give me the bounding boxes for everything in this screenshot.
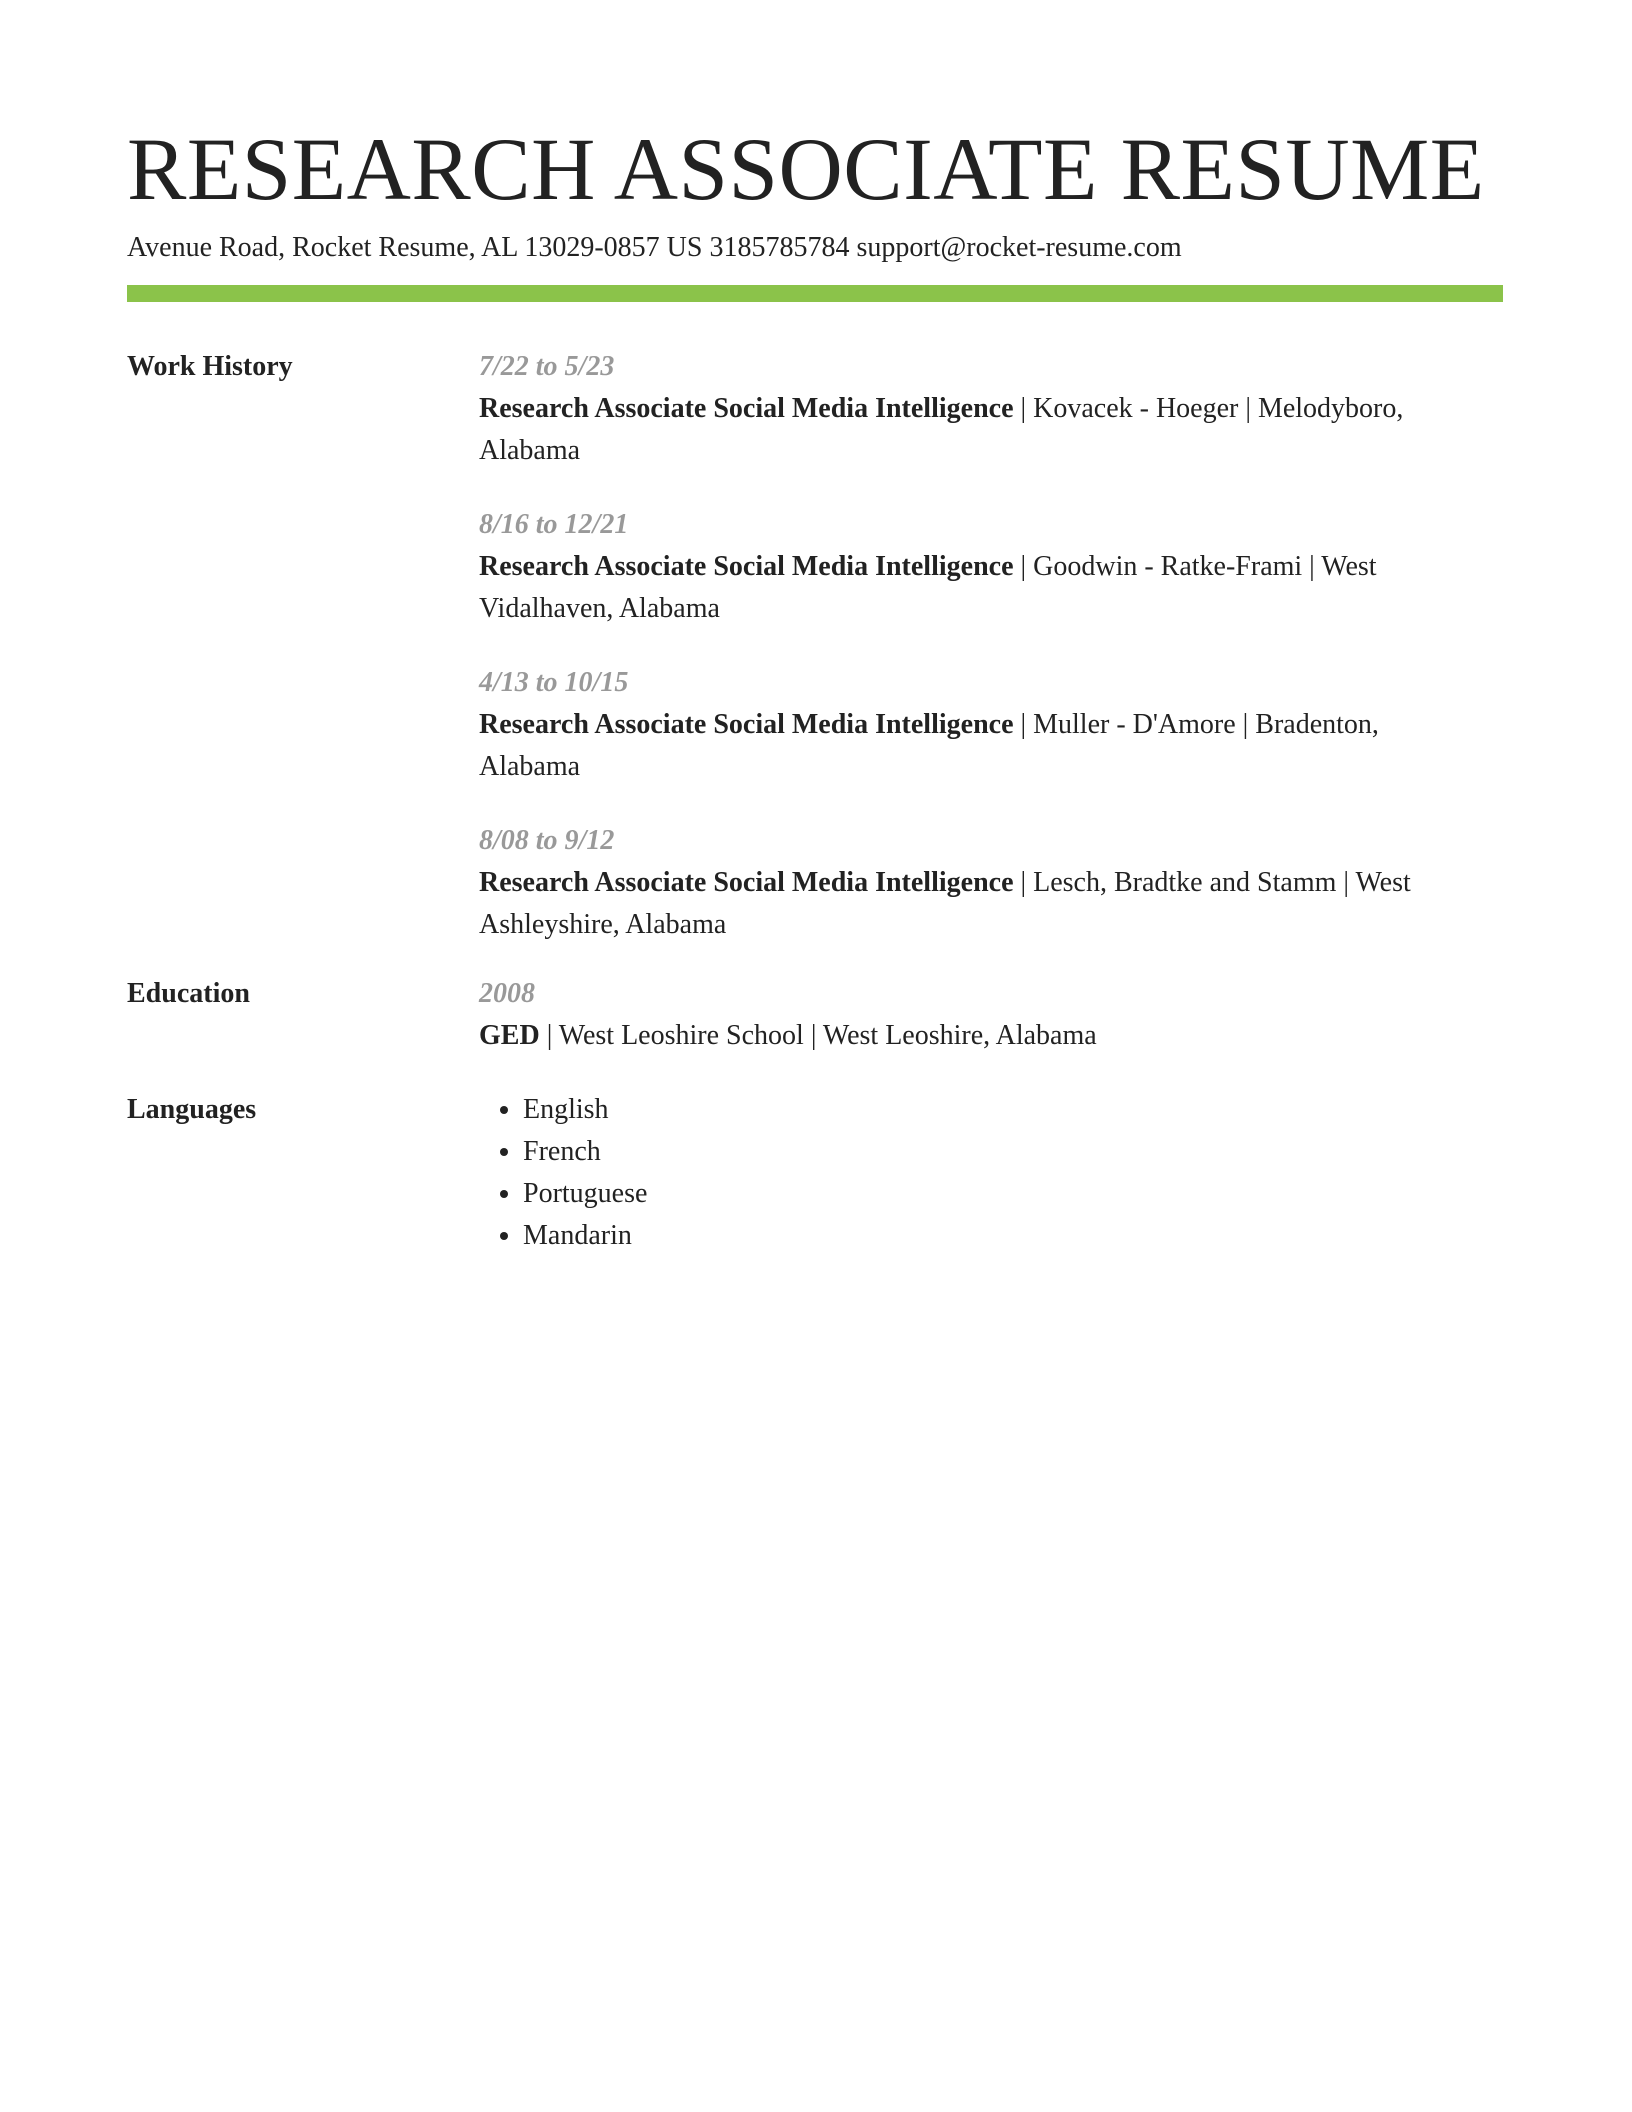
work-entry — [479, 504, 1479, 630]
work-entry-position: Research Associate Social Media Intelligence — [479, 709, 1014, 740]
education-entry-degree: GED — [479, 1020, 540, 1051]
contact-line: Avenue Road, Rocket Resume, AL 13029-0857 US 3185785784 support@rocket-resume.com — [127, 232, 1182, 263]
work-entry — [479, 346, 1479, 472]
resume-title: RESEARCH ASSOCIATE RESUME — [127, 121, 1485, 219]
education-entry-dates: 2008 — [479, 978, 535, 1009]
work-entry-details: | Lesch, Bradtke and Stamm | West Ashleyshire, Alabama — [479, 867, 1411, 940]
work-entry-details: | Muller - D'Amore | Bradenton, Alabama — [479, 709, 1379, 782]
work-entry-position: Research Associate Social Media Intelligence — [479, 551, 1014, 582]
work-entry-position: Research Associate Social Media Intelligence — [479, 867, 1014, 898]
work-entry-line — [479, 546, 1479, 630]
work-entry-line — [479, 862, 1479, 946]
work-entry — [479, 820, 1479, 946]
work-entry-dates: 8/16 to 12/21 — [479, 509, 629, 540]
language-item: • Portuguese — [523, 1173, 1479, 1215]
education-entries — [479, 973, 1479, 1057]
languages-list — [479, 1089, 1479, 1257]
work-entry-details: | Kovacek - Hoeger | Melodyboro, Alabama — [479, 393, 1404, 466]
language-item: • French — [523, 1131, 1479, 1173]
work-entry-dates: 4/13 to 10/15 — [479, 667, 629, 698]
work-entry-dates: 8/08 to 9/12 — [479, 825, 615, 856]
section-label-languages: Languages — [127, 1094, 257, 1125]
education-entry — [479, 973, 1479, 1057]
work-entry — [479, 662, 1479, 788]
section-label-work-history: Work History — [127, 351, 293, 382]
education-entry-line — [479, 1015, 1479, 1057]
education-entry-details: | West Leoshire School | West Leoshire, Alabama — [539, 1020, 1097, 1051]
work-entry-position: Research Associate Social Media Intelligence — [479, 393, 1014, 424]
work-entry-dates: 7/22 to 5/23 — [479, 351, 615, 382]
work-entry-details: | Goodwin - Ratke-Frami | West Vidalhaven, Alabama — [479, 551, 1377, 624]
section-label-education: Education — [127, 978, 250, 1009]
language-item: • Mandarin — [523, 1215, 1479, 1257]
language-item: • English — [523, 1089, 1479, 1131]
languages-list-container — [479, 1089, 1479, 1257]
work-entry-line — [479, 388, 1479, 472]
accent-divider — [127, 285, 1503, 302]
work-history-entries — [479, 346, 1479, 946]
work-entry-line — [479, 704, 1479, 788]
